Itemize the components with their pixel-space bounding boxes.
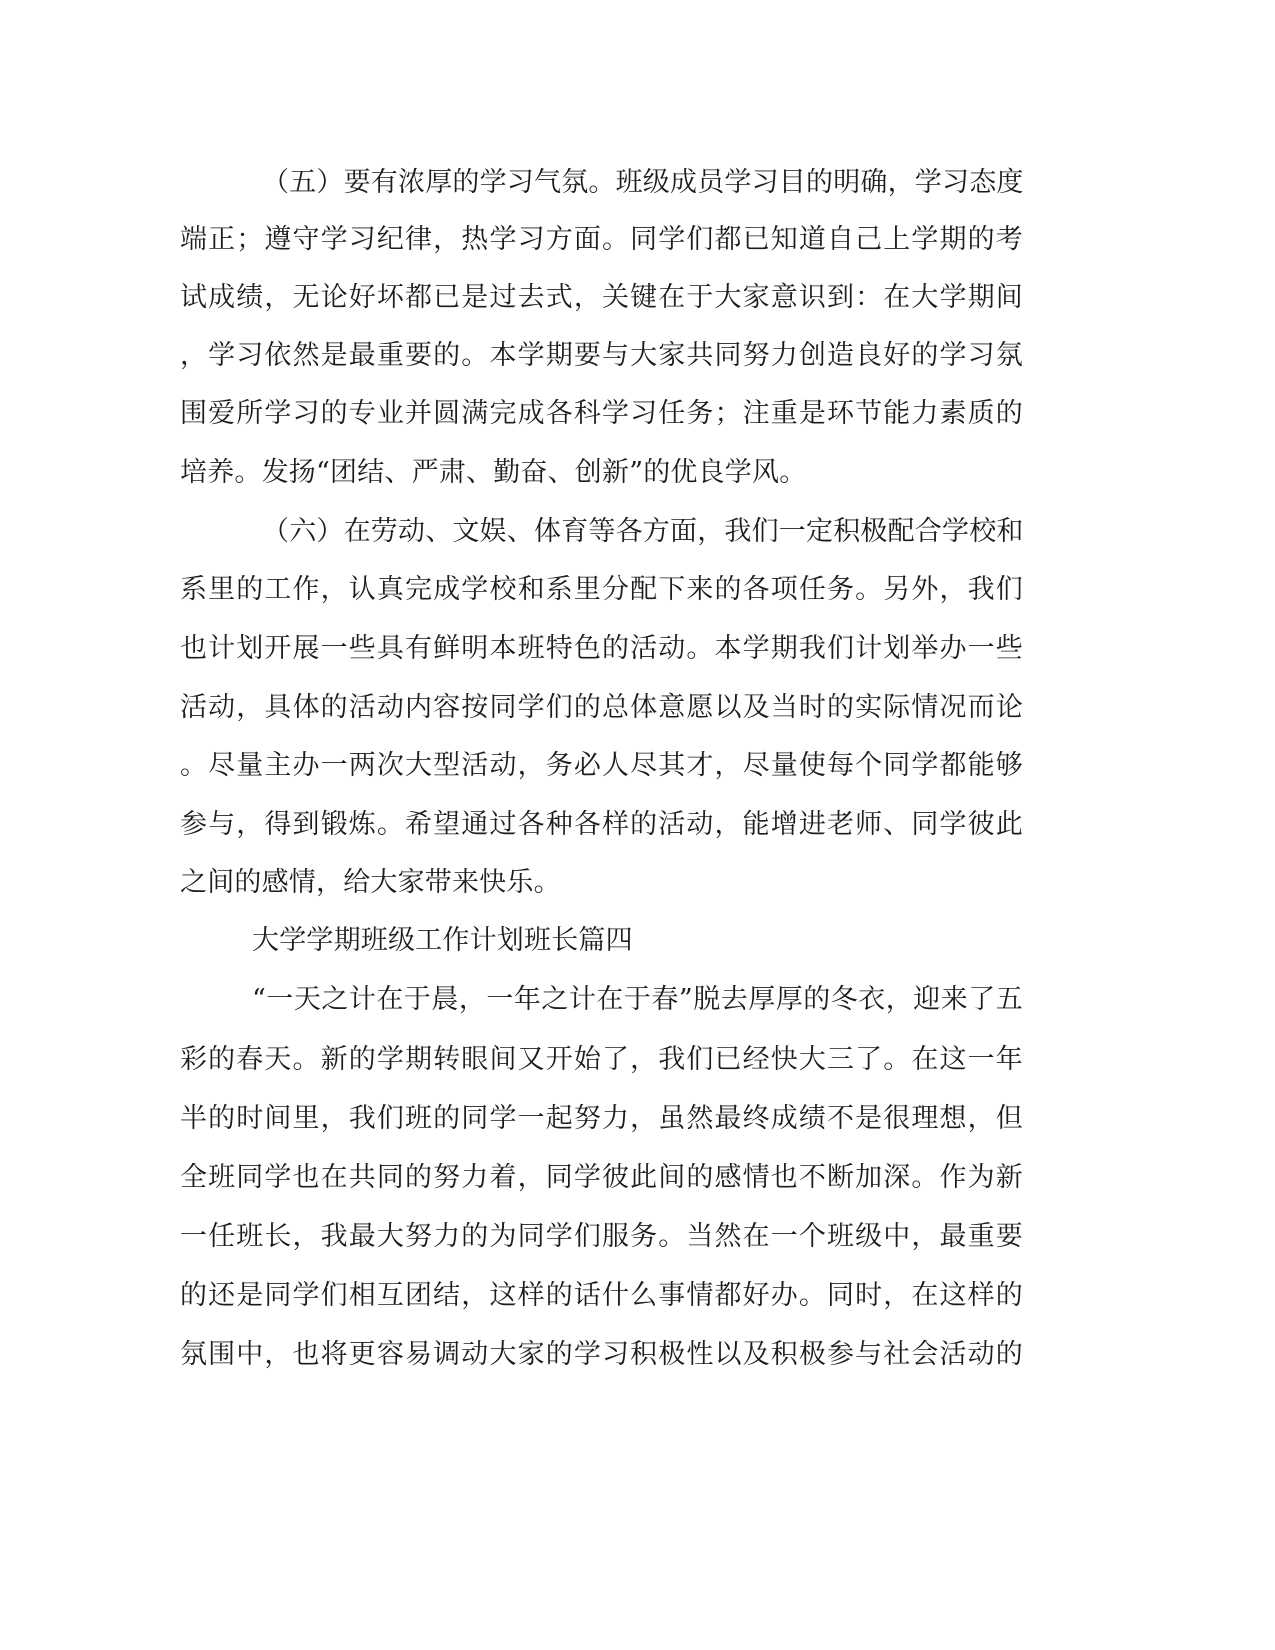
paragraph-line: （五）要有浓厚的学习气氛。班级成员学习目的明确，学习态度 xyxy=(262,167,1024,198)
paragraph-line: 氛围中，也将更容易调动大家的学习积极性以及积极参与社会活动的 xyxy=(180,1339,1023,1370)
paragraph-line: 一任班长，我最大努力的为同学们服务。当然在一个班级中，最重要 xyxy=(180,1221,1023,1252)
paragraph-line: 系里的工作，认真完成学校和系里分配下来的各项任务。另外，我们 xyxy=(180,574,1023,605)
paragraph-line: 围爱所学习的专业并圆满完成各科学习任务；注重是环节能力素质的 xyxy=(180,398,1023,429)
paragraph-line: ，学习依然是最重要的。本学期要与大家共同努力创造良好的学习氛 xyxy=(180,340,1023,371)
paragraph-line: 试成绩，无论好坏都已是过去式，关键在于大家意识到：在大学期间 xyxy=(180,282,1023,313)
paragraph-line: 活动，具体的活动内容按同学们的总体意愿以及当时的实际情况而论 xyxy=(180,692,1023,723)
paragraph-line: “一天之计在于晨，一年之计在于春”脱去厚厚的冬衣，迎来了五 xyxy=(252,984,1023,1015)
paragraph-line: 也计划开展一些具有鲜明本班特色的活动。本学期我们计划举办一些 xyxy=(180,633,1023,664)
paragraph-line: （六）在劳动、文娱、体育等各方面，我们一定积极配合学校和 xyxy=(262,516,1024,547)
paragraph-line: 半的时间里，我们班的同学一起努力，虽然最终成绩不是很理想，但 xyxy=(180,1103,1023,1134)
paragraph-line: 之间的感情，给大家带来快乐。 xyxy=(180,867,561,898)
paragraph-line: 端正；遵守学习纪律，热学习方面。同学们都已知道自己上学期的考 xyxy=(180,224,1023,255)
paragraph-line: 的还是同学们相互团结，这样的话什么事情都好办。同时，在这样的 xyxy=(180,1280,1023,1311)
paragraph-line: 培养。发扬“团结、严肃、勤奋、创新”的优良学风。 xyxy=(180,457,807,488)
paragraph-line: 全班同学也在共同的努力着，同学彼此间的感情也不断加深。作为新 xyxy=(180,1162,1023,1193)
paragraph-line: 参与，得到锻炼。希望通过各种各样的活动，能增进老师、同学彼此 xyxy=(180,809,1023,840)
paragraph-line: 。尽量主办一两次大型活动，务必人尽其才，尽量使每个同学都能够 xyxy=(180,750,1023,781)
paragraph-line: 彩的春天。新的学期转眼间又开始了，我们已经快大三了。在这一年 xyxy=(180,1044,1023,1075)
section-heading: 大学学期班级工作计划班长篇四 xyxy=(252,925,633,956)
